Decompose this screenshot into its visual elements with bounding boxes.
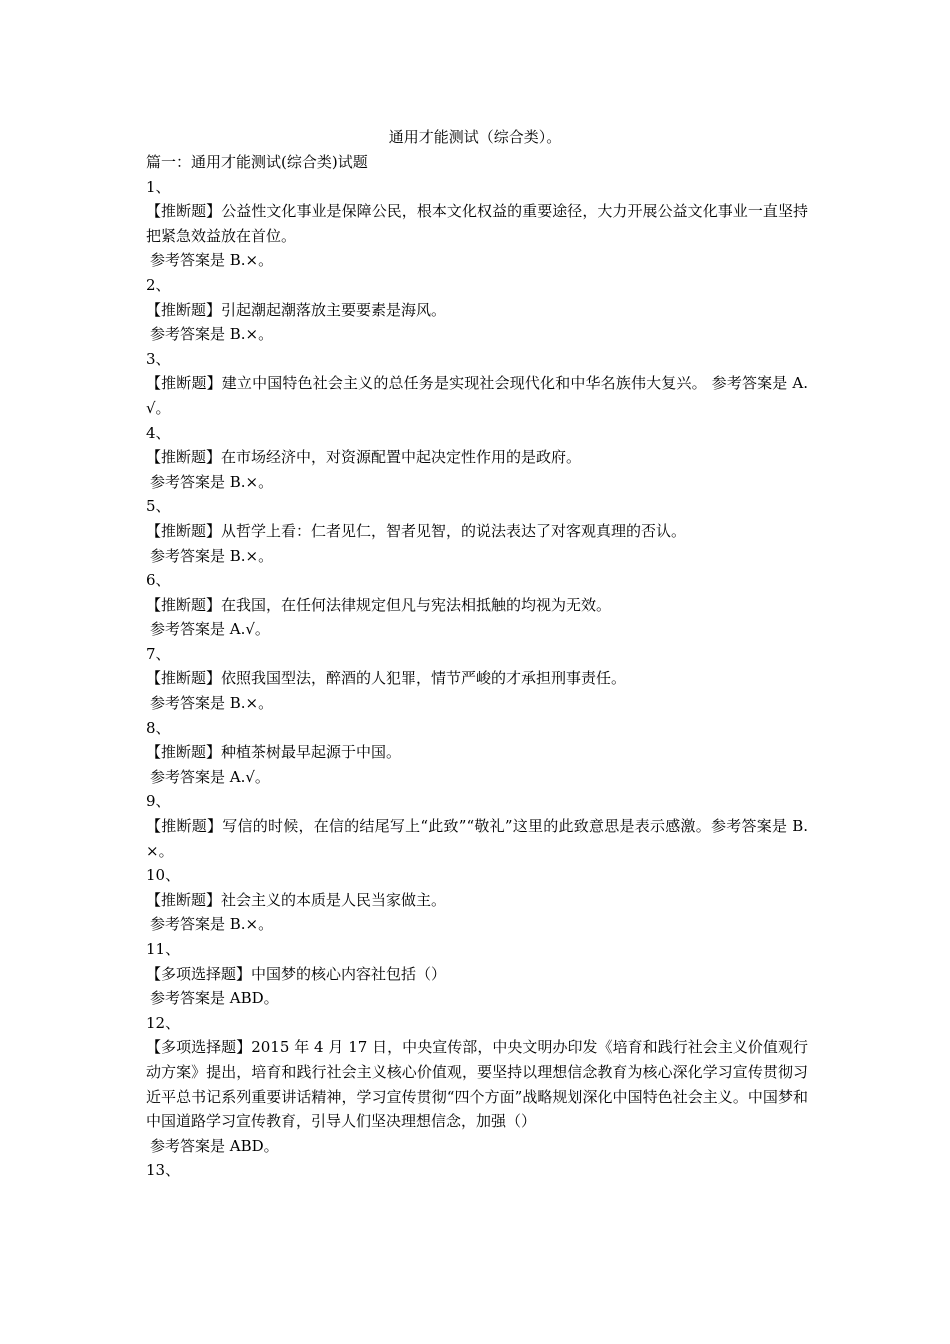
item-answer: 参考答案是 B.×。 (150, 546, 274, 565)
item-question: 【推断题】依照我国型法，醉酒的人犯罪，情节严峻的才承担刑事责任。 (146, 669, 627, 688)
item-number: 2、 (146, 275, 171, 294)
document-title: 通用才能测试（综合类）。 (388, 128, 562, 146)
item-number: 13、 (146, 1161, 181, 1180)
item-question: 【推断题】社会主义的本质是人民当家做主。 (146, 890, 447, 909)
section-heading: 篇一：通用才能测试(综合类)试题 (146, 153, 368, 171)
item-answer: 参考答案是 A.√。 (150, 620, 270, 639)
item-question: 【多项选择题】2015 年 4 月 17 日，中央宣传部，中央文明办印发《培育和践行社会主义价值观行动方案》提出，培育和践行社会主义核心价值观，要坚持以理想信念教育为核心深化学习宣传贯彻习近平总书记系列重要讲话精神，学习宣传贯彻“四个方面”战略规划深化中国特色社会主义。中国梦和中国道路学习宣传教育，引导人们坚决理想信念，加强（） (146, 1038, 808, 1131)
item-question: 【推断题】引起潮起潮落放主要要素是海风。 (146, 300, 447, 319)
item-number: 8、 (146, 718, 171, 737)
item-number: 1、 (146, 177, 171, 196)
document-body (146, 150, 808, 1183)
item-question: 【推断题】建立中国特色社会主义的总任务是实现社会现代化和中华名族伟大复兴。 参考答案是 A.√。 (146, 374, 808, 417)
item-answer: 参考答案是 B.×。 (150, 694, 274, 713)
item-answer: 参考答案是 B.×。 (150, 472, 274, 491)
item-question: 【推断题】公益性文化事业是保障公民，根本文化权益的重要途径，大力开展公益文化事业一直坚持把紧急效益放在首位。 (146, 202, 808, 245)
item-answer: 参考答案是 B.×。 (150, 251, 274, 270)
item-number: 5、 (146, 497, 171, 516)
item-number: 11、 (146, 940, 181, 958)
item-number: 6、 (146, 571, 171, 590)
item-question: 【推断题】写信的时候，在信的结尾写上“此致”“敬礼”这里的此致意思是表示感激。参考答案是 B.×。 (146, 817, 808, 860)
item-number: 10、 (146, 866, 181, 885)
item-number: 12、 (146, 1013, 181, 1032)
item-question: 【多项选择题】中国梦的核心内容社包括（） (146, 964, 447, 983)
item-number: 7、 (146, 644, 171, 663)
item-question: 【推断题】在市场经济中，对资源配置中起决定性作用的是政府。 (146, 448, 582, 467)
item-question: 【推断题】从哲学上看：仁者见仁，智者见智，的说法表达了对客观真理的否认。 (146, 521, 687, 540)
item-number: 9、 (146, 792, 171, 811)
item-number: 4、 (146, 423, 171, 442)
item-answer: 参考答案是 ABD。 (150, 1136, 279, 1155)
item-answer: 参考答案是 B.×。 (150, 915, 274, 934)
item-question: 【推断题】在我国，在任何法律规定但凡与宪法相抵触的均视为无效。 (146, 595, 612, 614)
item-answer: 参考答案是 ABD。 (150, 989, 279, 1008)
item-question: 【推断题】种植茶树最早起源于中国。 (146, 743, 402, 762)
item-answer: 参考答案是 A.√。 (150, 767, 270, 786)
item-answer: 参考答案是 B.×。 (150, 325, 274, 344)
item-number: 3、 (146, 349, 171, 368)
